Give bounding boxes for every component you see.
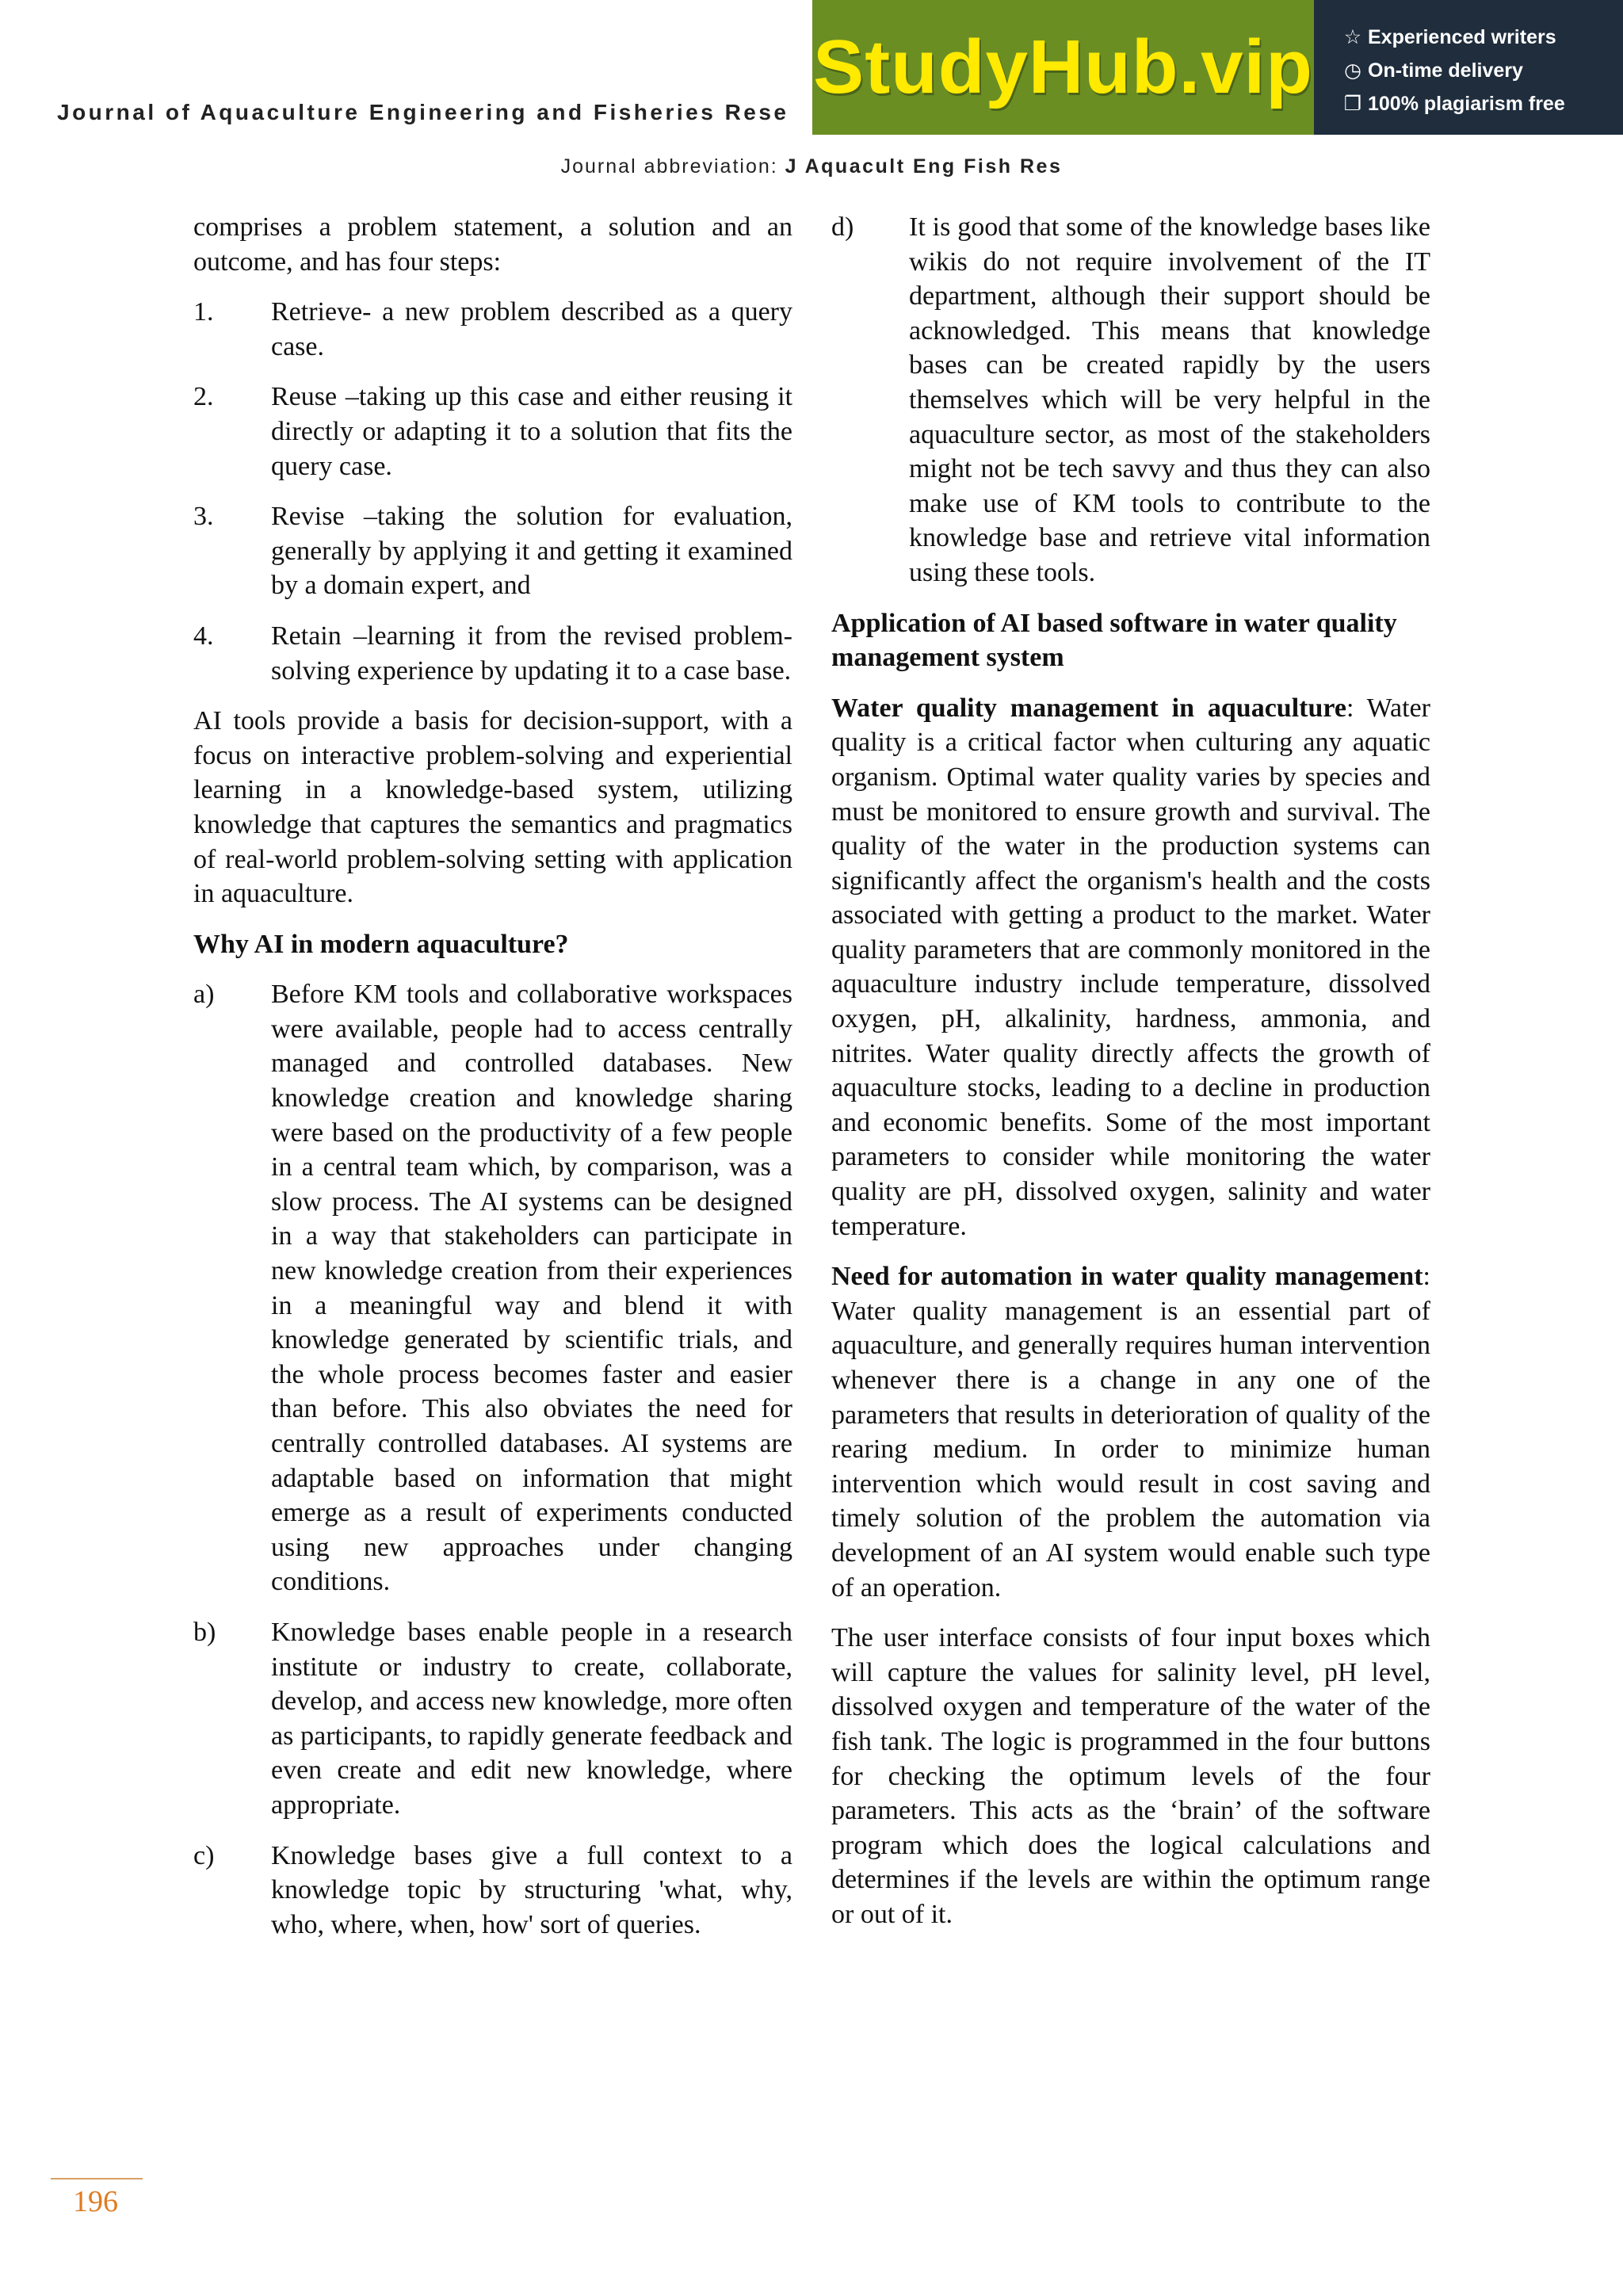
- list-marker: 2.: [193, 382, 214, 412]
- user-interface-paragraph: The user interface consists of four input boxes which will capture the values for salinity level, pH level, dissolved oxygen and temperature of the water of the fish tank. The logic is programmed in the four buttons for checking the optimum levels of the four parameters. This acts as the ‘brain’ of the software program which does the logical calculations and determines if the levels are within the optimum range or out of it.: [831, 1623, 1430, 1929]
- list-marker: b): [193, 1617, 216, 1647]
- banner-features: [1314, 0, 1623, 135]
- page-number: 196: [73, 2185, 118, 2218]
- list-item: [193, 1839, 792, 1943]
- list-marker: 4.: [193, 621, 214, 651]
- list-item-text: Retain –learning it from the revised problem-solving experience by updating it to a case base.: [271, 621, 792, 686]
- list-item: [193, 380, 792, 483]
- paragraph-body: : Water quality is a critical factor when culturing any aquatic organism. Optimal water quality varies by species and must be monitored to ensure growth and survival. The quality of the water in the production systems can significantly affect the organism's health and the costs associated with getting a product to the market. Water quality parameters that are commonly monitored in the aquaculture industry include temperature, dissolved oxygen, pH, alkalinity, hardness, ammonia, and nitrites. Water quality directly affects the growth of aquaculture stocks, leading to a decline in production and economic benefits. Some of the most important parameters to consider while monitoring the water quality are pH, dissolved oxygen, salinity and water temperature.: [831, 693, 1431, 1241]
- list-marker: c): [193, 1840, 215, 1870]
- water-quality-paragraph: [831, 691, 1430, 1244]
- section-heading: Application of AI based software in water quality management system: [831, 608, 1397, 673]
- banner-feature: [1342, 54, 1623, 87]
- studyhub-logo[interactable]: StudyHub.vip: [813, 25, 1313, 109]
- journal-title: Journal of Aquaculture Engineering and Fisheries Rese: [57, 100, 789, 124]
- studyhub-banner[interactable]: [812, 0, 1623, 135]
- banner-feature: [1342, 87, 1623, 120]
- list-item: [831, 210, 1430, 590]
- intro-paragraph: comprises a problem statement, a solution and an outcome, and has four steps:: [193, 212, 792, 277]
- list-item-text: Knowledge bases enable people in a research institute or industry to create, collaborate, develop, and access new knowledge, more often as participants, to rapidly generate feedback and even create and edit new knowledge, where appropriate.: [271, 1617, 792, 1820]
- banner-feature: [1342, 21, 1623, 54]
- journal-abbreviation: [0, 155, 1623, 178]
- list-item-text: Retrieve- a new problem described as a query case.: [271, 297, 792, 361]
- run-in-heading: Water quality management in aquaculture: [831, 693, 1346, 723]
- run-in-heading: Need for automation in water quality management: [831, 1262, 1423, 1292]
- star-icon: ☆: [1343, 26, 1362, 48]
- list-item: [193, 977, 792, 1599]
- document-icon: ❐: [1343, 93, 1362, 115]
- list-marker: 1.: [193, 297, 214, 327]
- automation-paragraph: [831, 1259, 1430, 1605]
- banner-feature-text: Experienced writers: [1368, 26, 1556, 48]
- list-marker: a): [193, 980, 215, 1010]
- banner-logo-panel[interactable]: [812, 0, 1314, 135]
- list-marker: 3.: [193, 502, 214, 532]
- abbreviation-value: J Aquacult Eng Fish Res: [785, 155, 1063, 178]
- list-item-text: Revise –taking the solution for evaluation, generally by applying it and getting it examined by a domain expert, and: [271, 502, 792, 601]
- footer-divider: [51, 2178, 143, 2179]
- list-item: [193, 499, 792, 603]
- clock-icon: ◷: [1344, 59, 1361, 82]
- abbreviation-label: Journal abbreviation:: [560, 155, 785, 178]
- paragraph-body: : Water quality management is an essential part of aquaculture, and generally requires human intervention whenever there is a change in any one of the parameters that results in deterioration of quality of the rearing medium. In order to minimize human intervention which would result in cost saving and timely solution of the problem the automation via development of an AI system would enable such type of an operation.: [831, 1262, 1430, 1603]
- list-item: [193, 295, 792, 364]
- list-item: [193, 1615, 792, 1823]
- banner-feature-text: 100% plagiarism free: [1368, 93, 1565, 115]
- list-item: [193, 619, 792, 688]
- left-column: [193, 210, 792, 1958]
- list-item-text: It is good that some of the knowledge bases like wikis do not require involvement of the IT department, although their support should be acknowledged. This means that knowledge bases can be created rapidly by the users themselves which will be very helpful in the aquaculture sector, as most of the stakeholders might not be tech savvy and thus they can also make use of KM tools to contribute to the knowledge base and retrieve vital information using these tools.: [909, 212, 1430, 587]
- right-column: [831, 210, 1430, 1948]
- list-item-text: Before KM tools and collaborative workspaces were available, people had to access centrally managed and controlled databases. New knowledge creation and knowledge sharing were based on the productivity of a few people in a central team which, by comparison, was a slow process. The AI systems can be designed in a way that stakeholders can participate in new knowledge creation from their experiences in a meaningful way and blend it with knowledge generated by scientific trials, and the whole process becomes faster and easier than before. This also obviates the need for centrally controlled databases. AI systems are adaptable based on information that might emerge as a result of experiments conducted using new approaches under changing conditions.: [271, 980, 792, 1597]
- section-heading: Why AI in modern aquaculture?: [193, 929, 569, 959]
- list-item-text: Reuse –taking up this case and either reusing it directly or adapting it to a solution that fits the query case.: [271, 382, 792, 481]
- banner-feature-text: On-time delivery: [1368, 59, 1523, 82]
- list-item-text: Knowledge bases give a full context to a knowledge topic by structuring 'what, why, who, where, when, how' sort of queries.: [271, 1840, 792, 1939]
- ai-tools-paragraph: AI tools provide a basis for decision-support, with a focus on interactive problem-solving and experiential learning in a knowledge-based system, utilizing knowledge that captures the semantics and pragmatics of real-world problem-solving setting with application in aquaculture.: [193, 706, 792, 909]
- list-marker: d): [831, 212, 854, 242]
